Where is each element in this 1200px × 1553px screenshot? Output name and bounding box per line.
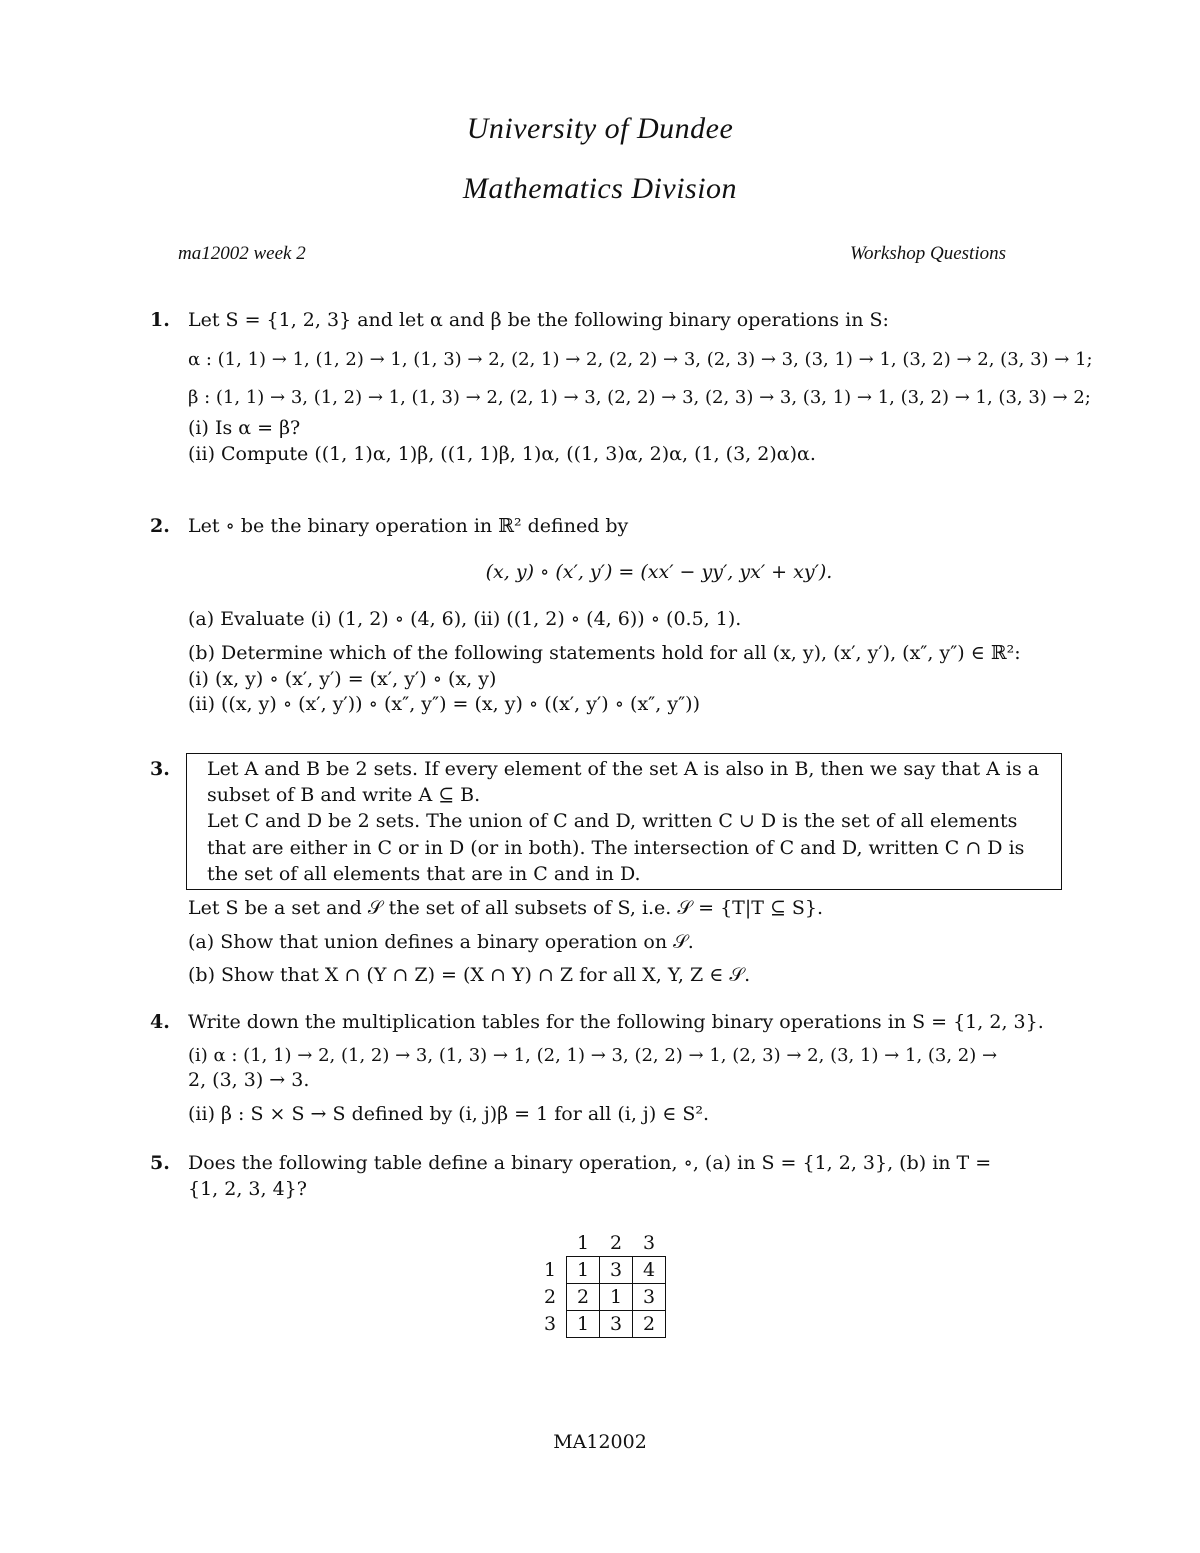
division-title: Mathematics Division bbox=[462, 172, 738, 205]
table-cell: 3 bbox=[600, 1311, 633, 1338]
q1-alpha-definition: α : (1, 1) → 1, (1, 2) → 1, (1, 3) → 2, (2, 1) → 2, (2, 2) → 3, (2, 3) → 3, (3, 1) → 1, (3, 2) → 2, (3, 3) → 1; bbox=[188, 348, 1093, 370]
course-week-label: ma12002 week 2 bbox=[178, 243, 306, 264]
q4-part-i: (i) α : (1, 1) → 2, (1, 2) → 3, (1, 3) → 1, (2, 1) → 3, (2, 2) → 1, (2, 3) → 2, (3, 1) → 1, (3, 2) → bbox=[188, 1044, 998, 1066]
question-1 bbox=[150, 308, 1130, 468]
table-header-row bbox=[534, 1230, 666, 1257]
definition-line: that are either in C or in D (or in both). The intersection of C and D, written C ∩ D is bbox=[207, 836, 1025, 859]
table-cell: 2 bbox=[567, 1284, 600, 1311]
q1-intro: Let S = {1, 2, 3} and let α and β be the following binary operations in S: bbox=[188, 309, 889, 331]
q4-intro: Write down the multiplication tables for the following binary operations in S = {1, 2, 3}. bbox=[188, 1011, 1044, 1033]
column-header: 3 bbox=[642, 1232, 656, 1254]
table-cell: 4 bbox=[633, 1257, 666, 1284]
question-2 bbox=[150, 514, 1130, 718]
q5-line-1: Does the following table define a binary operation, ∘, (a) in S = {1, 2, 3}, (b) in T = bbox=[188, 1152, 992, 1174]
definition-box bbox=[186, 753, 1062, 890]
definition-line: subset of B and write A ⊆ B. bbox=[207, 784, 481, 807]
question-number: 4. bbox=[150, 1011, 170, 1033]
question-3 bbox=[150, 753, 1130, 989]
q4-part-i-continued: 2, (3, 3) → 3. bbox=[188, 1068, 310, 1091]
row-header: 2 bbox=[543, 1286, 557, 1308]
question-number: 1. bbox=[150, 309, 170, 331]
q2-intro: Let ∘ be the binary operation in ℝ² defined by bbox=[188, 515, 629, 537]
column-header: 2 bbox=[609, 1232, 623, 1254]
q3-intro: Let S be a set and 𝒮 the set of all subsets of S, i.e. 𝒮 = {T|T ⊆ S}. bbox=[188, 897, 824, 920]
table-cell: 3 bbox=[633, 1284, 666, 1311]
question-4 bbox=[150, 1010, 1130, 1127]
row-header: 1 bbox=[543, 1259, 557, 1281]
question-5 bbox=[150, 1151, 1130, 1202]
q5-line-2: {1, 2, 3, 4}? bbox=[188, 1177, 307, 1200]
doc-type-label: Workshop Questions bbox=[849, 243, 1006, 264]
q2-part-b-ii: (ii) ((x, y) ∘ (x′, y′)) ∘ (x″, y″) = (x, y) ∘ ((x′, y′) ∘ (x″, y″)) bbox=[188, 693, 701, 716]
column-header: 1 bbox=[576, 1232, 590, 1254]
university-title: University of Dundee bbox=[466, 112, 734, 145]
q2-part-b-i: (i) (x, y) ∘ (x′, y′) = (x′, y′) ∘ (x, y) bbox=[188, 667, 497, 690]
table-cell: 2 bbox=[633, 1311, 666, 1338]
q4-part-ii: (ii) β : S × S → S defined by (i, j)β = 1 for all (i, j) ∈ S². bbox=[188, 1102, 710, 1125]
definition-line: the set of all elements that are in C and in D. bbox=[207, 862, 641, 885]
operation-table bbox=[534, 1230, 666, 1338]
operation-table-wrapper bbox=[0, 1230, 1200, 1338]
definition-line: Let C and D be 2 sets. The union of C and D, written C ∪ D is the set of all elements bbox=[207, 810, 1018, 833]
q3-part-a: (a) Show that union defines a binary operation on 𝒮. bbox=[188, 930, 694, 953]
table-cell: 1 bbox=[600, 1284, 633, 1311]
table-row bbox=[534, 1257, 666, 1284]
table-cell: 1 bbox=[567, 1311, 600, 1338]
q1-part-ii: (ii) Compute ((1, 1)α, 1)β, ((1, 1)β, 1)α, ((1, 3)α, 2)α, (1, (3, 2)α)α. bbox=[188, 442, 816, 465]
row-header: 3 bbox=[543, 1313, 557, 1335]
table-row bbox=[534, 1311, 666, 1338]
question-number: 3. bbox=[150, 758, 170, 780]
table-cell: 3 bbox=[600, 1257, 633, 1284]
q2-part-b: (b) Determine which of the following statements hold for all (x, y), (x′, y′), (x″, y″) ∈ ℝ²: bbox=[188, 641, 1021, 664]
table-corner bbox=[534, 1230, 567, 1257]
q1-beta-definition: β : (1, 1) → 3, (1, 2) → 1, (1, 3) → 2, (2, 1) → 3, (2, 2) → 3, (2, 3) → 3, (3, 1) → 1, (3, 2) → 1, (3, 3) → 2; bbox=[188, 386, 1091, 408]
q2-formula: (x, y) ∘ (x′, y′) = (xx′ − yy′, yx′ + xy′). bbox=[485, 560, 833, 583]
page-footer-code: MA12002 bbox=[553, 1431, 647, 1453]
table-cell: 1 bbox=[567, 1257, 600, 1284]
q1-part-i: (i) Is α = β? bbox=[188, 417, 301, 440]
question-number: 5. bbox=[150, 1152, 170, 1174]
q2-part-a: (a) Evaluate (i) (1, 2) ∘ (4, 6), (ii) ((1, 2) ∘ (4, 6)) ∘ (0.5, 1). bbox=[188, 608, 742, 631]
table-row bbox=[534, 1284, 666, 1311]
question-number: 2. bbox=[150, 515, 170, 537]
q3-part-b: (b) Show that X ∩ (Y ∩ Z) = (X ∩ Y) ∩ Z for all X, Y, Z ∈ 𝒮. bbox=[188, 964, 751, 987]
definition-line: Let A and B be 2 sets. If every element of the set A is also in B, then we say that A is a bbox=[207, 758, 1040, 780]
